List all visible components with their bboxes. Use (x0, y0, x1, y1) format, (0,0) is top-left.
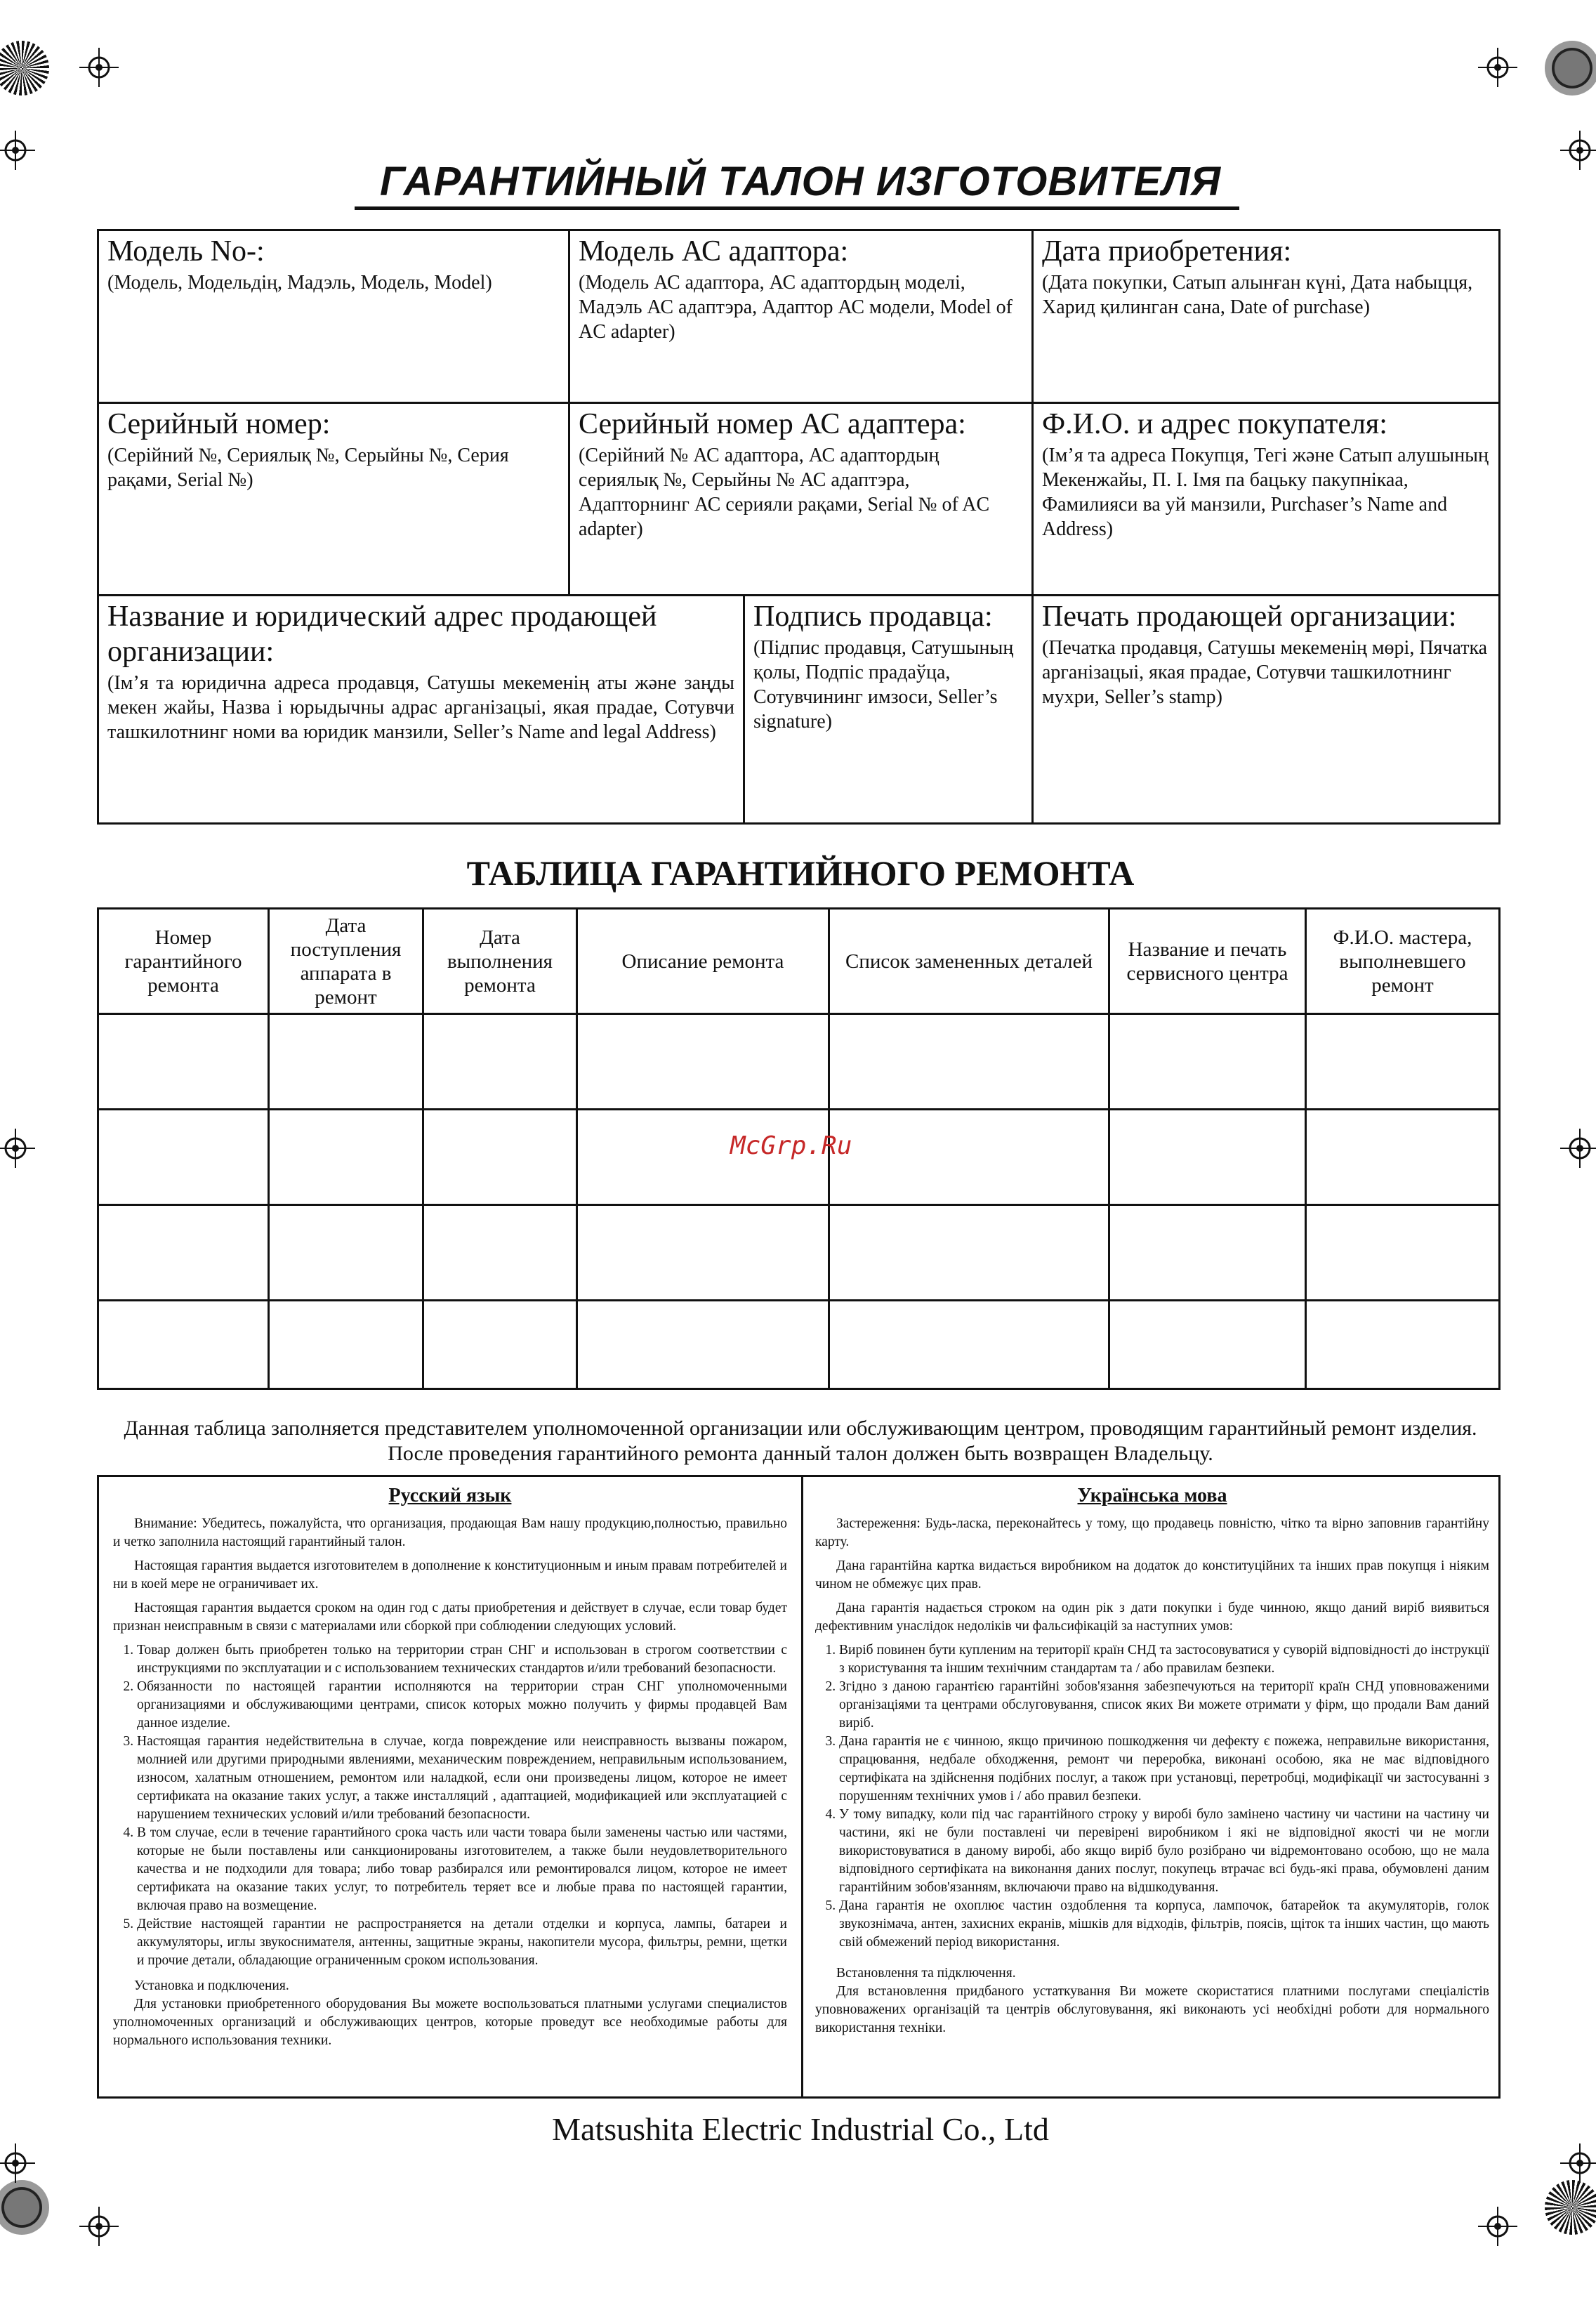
serial-label: Серийный номер: (107, 408, 331, 440)
registration-crosshair-mark (0, 131, 35, 170)
russian-paragraph: Настоящая гарантия выдается сроком на один год с даты приобретения и действует в случае, если товар будет признан неисправным в связи с материалами или сборкой при соблюдении следующих условий. (113, 1601, 787, 1634)
adapter-model-label: Модель АС адаптора: (579, 235, 849, 268)
registration-crosshair-mark (1478, 2207, 1517, 2246)
warranty-info-table (97, 229, 1501, 825)
repair-header-cell: Номер гарантийного ремонта (124, 926, 242, 997)
russian-install-text: Для установки приобретенного оборудования Вы можете воспользоваться платными услугами специалистов уполномоченных организаций и обслуживающих центров, которые проведут все необходимые работы для нормального использования техники. (113, 1997, 787, 2048)
list-item: 1. Виріб повинен бути купленим на території країн СНД та застосовуватися у суворій відповідності до інструкції з користування та іншим технічним стандартам та / або правилам безпеки. (839, 1641, 1489, 1678)
ukrainian-language-heading: Українська мова (1077, 1485, 1227, 1506)
adapter-serial-field[interactable] (570, 404, 1031, 594)
registration-crosshair-mark (1560, 1129, 1596, 1168)
list-item: 5. Действие настоящей гарантии не распространяется на детали отделки и корпуса, лампы, батареи и аккумуляторы, иглы звукоснимателя, антенны, защитные экраны, накопители мусора, фильтры, ремни, щетки и прочие детали, обладающие ограниченным сроком использования. (137, 1915, 787, 1970)
russian-install-title: Установка и подключения. (134, 1978, 289, 1993)
watermark: McGrp.Ru (730, 1131, 852, 1160)
list-item: 1. Товар должен быть приобретен только на территории стран СНГ и использован в строгом соответствии с инструкциями по эксплуатации и с использованием технических стандартов и/или требований безопасности. (137, 1641, 787, 1678)
adapter-model-field[interactable] (570, 231, 1031, 402)
model-label: Модель No-: (107, 235, 265, 268)
repair-row-divider (99, 1299, 1498, 1301)
ukrainian-install-title: Встановлення та підключення. (836, 1966, 1016, 1981)
model-sublabel: (Модель, Модельдің, Мадэль, Модель, Model) (107, 272, 492, 294)
adapter-serial-label: Серийный номер АС адаптера: (579, 408, 966, 440)
purchase-date-sublabel: (Дата покупки, Сатып алынған күні, Дата набыцця, Харид қилинган сана, Date of purchase) (1042, 272, 1473, 318)
model-field[interactable] (99, 231, 568, 402)
list-item: 4. У тому випадку, коли під час гарантійного строку у виробі було замінено частину чи частини на частину чи частини, які не були поставлені чи перевірені виробником і які не відповідної якості чи не могли використовуватися в даному виробі, або якщо виріб було розібрано чи відремонтовано особою, що не мала відповідного сертифіката на виконання даних послуг, покупець втрачає всі будь-які права, обумовлені даним гарантійним зобов'язанням, включаючи право на відшкодування. (839, 1806, 1489, 1897)
ukrainian-install-text: Для встановлення придбаного устаткування Ви можете скористатися платними послугами спеціалістів уповноважених організацій та центрів обслуговування, які виконають усі необхідні роботи для нормального використання техніки. (815, 1984, 1489, 2035)
russian-language-heading: Русский язык (388, 1485, 512, 1506)
russian-paragraph: Настоящая гарантия выдается изготовителем в дополнение к конституционным и иным правам потребителей и ни в коей мере не ограничивает их. (113, 1558, 787, 1591)
seller-signature-sublabel: (Підпис продавця, Сатушының қолы, Подпіс прадаўца, Сотувчининг имзоси, Seller’s signature) (753, 637, 1014, 733)
registration-crosshair-mark (1560, 131, 1596, 170)
seller-signature-field[interactable] (745, 596, 1031, 822)
buyer-sublabel: (Ім’я та адреса Покупця, Тегі және Сатып алушының Мекенжайы, П. І. Імя па бацьку пакупнікаа, Фамилияси ва уй манзили, Purchaser’s Name and Address) (1042, 445, 1489, 540)
russian-terms-column (113, 1487, 787, 2056)
warranty-terms-box (97, 1475, 1501, 2099)
registration-sunburst-mark (1545, 41, 1596, 96)
serial-sublabel: (Серійний №, Сериялық №, Серыйны №, Серия рақами, Serial №) (107, 445, 509, 491)
repair-header-cell: Список замененных деталей (845, 950, 1093, 973)
list-item: 3. Настоящая гарантия недействительна в случае, когда повреждение или неисправность вызваны пожаром, молнией или другими природными явлениями, механическим повреждением, неправильным использованием, износом, халатным отношением, ремонтом или наладкой, если они произведены лицом, которое не имеет сертификата на оказание таких услуг, а также инсталляций , адаптацией, модификацией или эксплуатацией с нарушением технических условий и/или требований безопасности. (137, 1733, 787, 1824)
seller-stamp-field[interactable] (1034, 596, 1501, 822)
registration-crosshair-mark (0, 2143, 35, 2183)
repair-row-divider (99, 1204, 1498, 1206)
repair-header-cell: Описание ремонта (621, 950, 784, 973)
serial-field[interactable] (99, 404, 568, 594)
repair-row-divider (99, 1108, 1498, 1110)
purchase-date-label: Дата приобретения: (1042, 235, 1292, 268)
registration-sunburst-mark (0, 41, 49, 96)
seller-org-label: Название и юридический адрес продающей организации: (107, 600, 657, 668)
buyer-label: Ф.И.О. и адрес покупателя: (1042, 408, 1387, 440)
adapter-model-sublabel: (Модель АС адаптора, АС адаптордың моделі, Мадэль АС адаптэра, Адаптор АС модели, Model of AC adapter) (579, 272, 1013, 343)
repair-table-title: ТАБЛИЦА ГАРАНТИЙНОГО РЕМОНТА (466, 853, 1135, 893)
repair-header-cell: Название и печать сервисного центра (1126, 938, 1288, 985)
seller-stamp-sublabel: (Печатка продавця, Сатушы мекеменің мөрі, Пячатка арганізацыі, якая прадае, Сотувчи ташкилотнинг мухри, Seller’s stamp) (1042, 637, 1488, 708)
russian-paragraph: Внимание: Убедитесь, пожалуйста, что организация, продающая Вам нашу продукцию,полностью, правильно и четко заполнила настоящий гарантийный талон. (113, 1516, 787, 1549)
seller-org-sublabel: (Ім’я та юридична адреса продавця, Сатушы мекеменің аты және заңды мекен жайы, Назва і юрыдычны адрас арганізацыі, якая прадае, Сотувчи ташкилотнинг номи ва юридик манзили, Seller’s Name and legal Address) (107, 672, 734, 743)
repair-header-cell: Дата поступления аппарата в ремонт (290, 914, 402, 1009)
ukrainian-paragraph: Застереження: Будь-ласка, переконайтесь у тому, що продавець повністю, чітко та вірно заповнив гарантійну карту. (815, 1516, 1489, 1549)
table-note-line2: После проведения гарантийного ремонта данный талон должен быть возвращен Владельцу. (388, 1442, 1213, 1465)
list-item: 4. В том случае, если в течение гарантийного срока часть или части товара были заменены частью или частями, которые не были поставлены или санкционированы изготовителем, а также были неудовлетворительного качества и не подходили для товара; либо товар разбирался или ремонтировался лицом, которое не имеет сертификата на оказание таких услуг, то потребитель теряет все и любые права по настоящей гарантии, включая право на возмещение. (137, 1824, 787, 1915)
registration-sunburst-mark (0, 2180, 49, 2235)
purchase-date-field[interactable] (1034, 231, 1501, 402)
terms-column-divider (801, 1477, 803, 2096)
adapter-serial-sublabel: (Серійний № АС адаптора, АС адаптордың сериялық №, Серыйны № АС адаптэра, Адапторнинг АС серияли рақами, Serial № of AC adapter) (579, 445, 990, 540)
list-item: 5. Дана гарантія не охоплює частин оздоблення та корпуса, лампочок, батарейок та акумуляторів, голок звукознімача, антен, захисних екранів, мішків для відходів, фільтрів, поясів, щіток та інших частин, що мають свій обмежений період використання. (839, 1897, 1489, 1952)
ukrainian-paragraph: Дана гарантійна картка видається виробником на додаток до конституційних та інших прав покупця і ніяким чином не обмежує цих прав. (815, 1558, 1489, 1591)
repair-header-cell: Ф.И.О. мастера, выполневшего ремонт (1333, 926, 1472, 997)
ukrainian-paragraph: Дана гарантія надається строком на один рік з дати покупки і буде чинною, якщо даний виріб виявиться дефективним унаслідок недоліків чи фальсифікацій за наступних умов: (815, 1601, 1489, 1634)
registration-crosshair-mark (79, 48, 119, 87)
seller-stamp-label: Печать продающей организации: (1042, 600, 1457, 633)
list-item: 3. Дана гарантія не є чинною, якщо причиною пошкодження чи дефекту є пожежа, неправильне використання, спрацювання, недбале обходження, ремонт чи переробка, виконані особою, яка не має відповідного сертифіката на здійснення подібних послуг, а також при установці, перетробці, модифікації чи застосуванні з порушенням технічних умов і / або правил безпеки. (839, 1733, 1489, 1806)
registration-sunburst-mark (1545, 2180, 1596, 2235)
repair-row-divider (99, 1013, 1498, 1015)
buyer-field[interactable] (1034, 404, 1501, 594)
registration-crosshair-mark (79, 2207, 119, 2246)
list-item: 2. Обязанности по настоящей гарантии исполняются на территории стран СНГ уполномоченными организациями и обслуживающими центрами, список которых можно получить у фирмы продавцей Вам данное изделие. (137, 1678, 787, 1733)
registration-crosshair-mark (1478, 48, 1517, 87)
ukrainian-conditions-list (815, 1641, 1489, 1952)
list-item: 2. Згідно з даною гарантією гарантійні зобов'язання забезпечуються на території країн СНД уповноваженими організаціями та центрами обслуговування, список яких Ви можете отримати у фірм, що продали Вам даний виріб. (839, 1678, 1489, 1733)
seller-org-field[interactable] (99, 596, 743, 822)
company-name: Matsushita Electric Industrial Co., Ltd (552, 2111, 1049, 2147)
registration-crosshair-mark (1560, 2143, 1596, 2183)
table-note-line1: Данная таблица заполняется представителем уполномоченной организации или обслуживающим центром, проводящим гарантийный ремонт изделия. (124, 1417, 1477, 1440)
title-underline (355, 206, 1239, 210)
repair-header-cell: Дата выполнения ремонта (447, 926, 553, 997)
russian-conditions-list (113, 1641, 787, 1970)
document-title: ГАРАНТИЙНЫЙ ТАЛОН ИЗГОТОВИТЕЛЯ (380, 159, 1221, 204)
seller-signature-label: Подпись продавца: (753, 600, 993, 633)
registration-crosshair-mark (0, 1129, 35, 1168)
ukrainian-terms-column (815, 1487, 1489, 2043)
